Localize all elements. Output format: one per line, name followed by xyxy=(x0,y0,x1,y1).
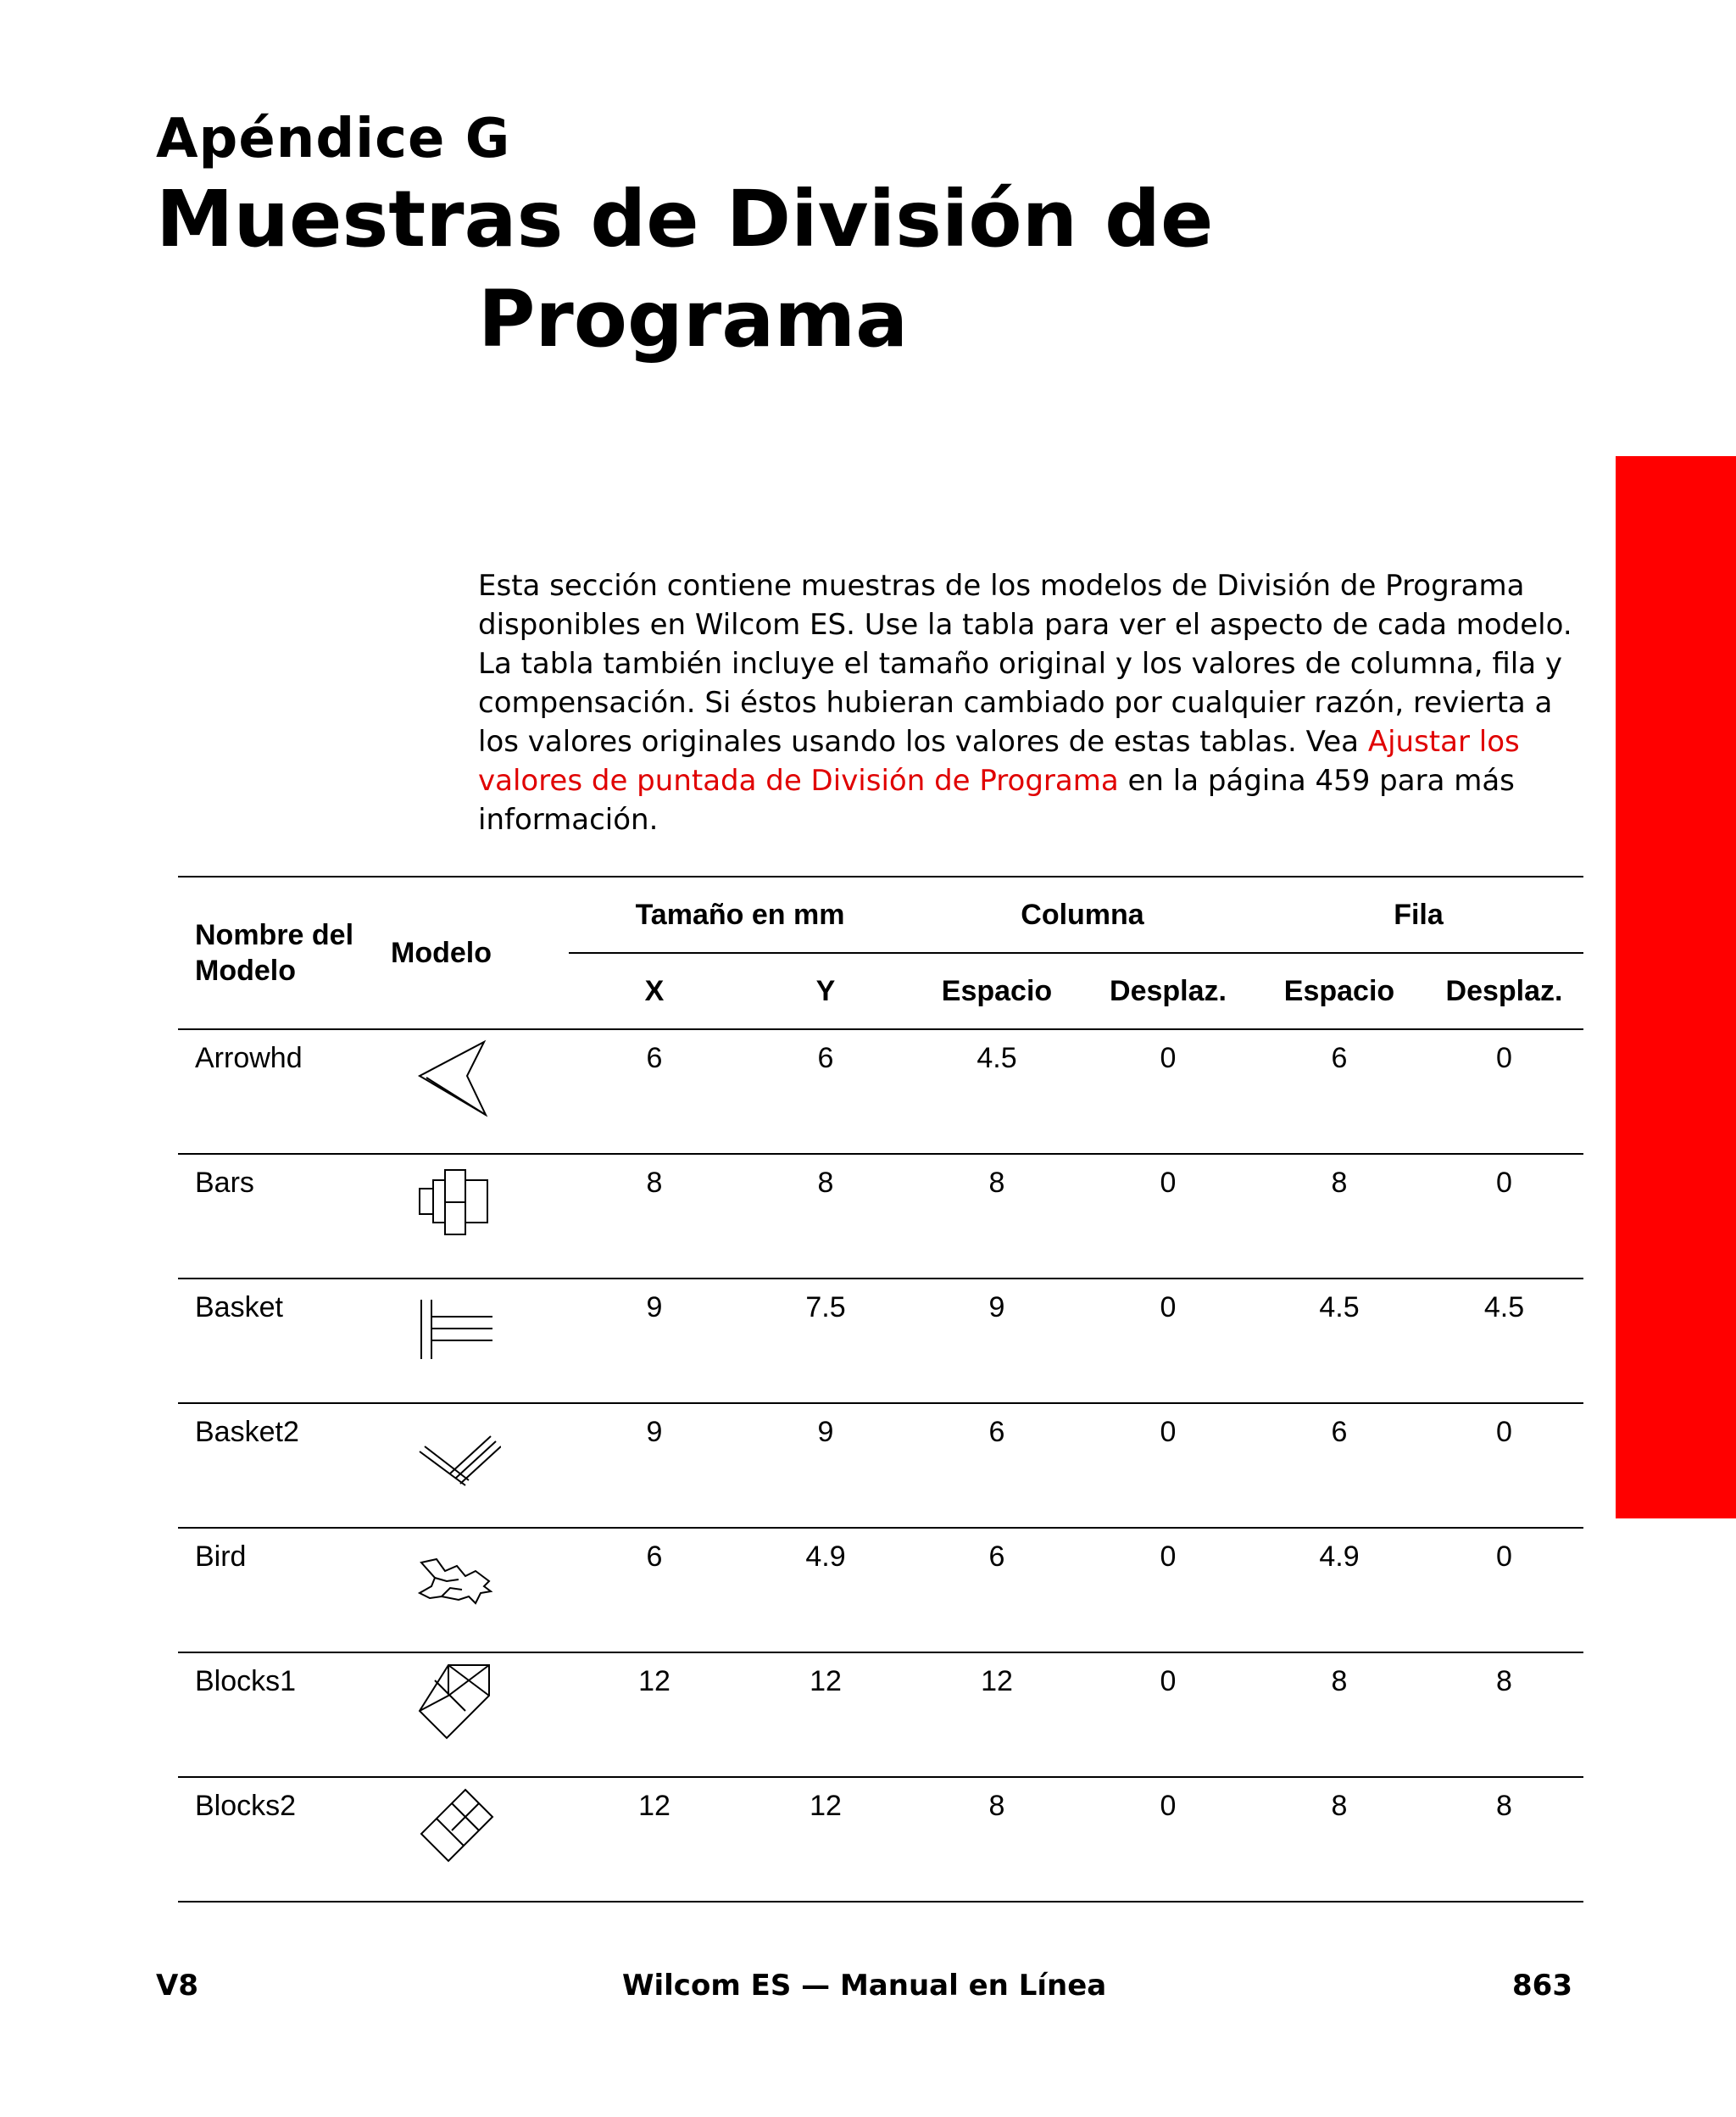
row-space-cell: 4.9 xyxy=(1254,1528,1425,1652)
row-space-cell: 8 xyxy=(1254,1777,1425,1902)
table-row xyxy=(178,1279,1583,1403)
bars-pattern-icon xyxy=(416,1163,501,1245)
footer-page-number: 863 xyxy=(1512,1969,1572,2003)
column-space-cell: 4.5 xyxy=(911,1029,1082,1154)
size-y-cell: 12 xyxy=(740,1652,911,1777)
chapter-tab-marker xyxy=(1616,456,1736,1518)
model-name-cell: Basket xyxy=(178,1279,377,1403)
header-model-name: Nombre del Modelo xyxy=(178,877,377,1029)
row-space-cell: 6 xyxy=(1254,1029,1425,1154)
model-name-cell: Basket2 xyxy=(178,1403,377,1528)
appendix-label: Apéndice G xyxy=(156,108,511,170)
size-y-cell: 7.5 xyxy=(740,1279,911,1403)
table-row xyxy=(178,1029,1583,1154)
bird-pattern-icon xyxy=(416,1537,501,1618)
blocks1-pattern-icon xyxy=(416,1662,501,1743)
basket2-pattern-icon xyxy=(416,1412,501,1494)
column-offset-cell: 0 xyxy=(1082,1777,1254,1902)
footer-manual-title: Wilcom ES — Manual en Línea xyxy=(622,1969,1107,2003)
row-offset-cell: 0 xyxy=(1425,1403,1583,1528)
blocks2-pattern-icon xyxy=(416,1786,501,1868)
header-size-group: Tamaño en mm xyxy=(569,877,911,953)
header-row-space: Espacio xyxy=(1254,953,1425,1029)
column-space-cell: 6 xyxy=(911,1403,1082,1528)
table-header-row-1 xyxy=(178,877,1583,953)
size-x-cell: 9 xyxy=(569,1403,740,1528)
row-space-cell: 6 xyxy=(1254,1403,1425,1528)
model-name-cell: Blocks2 xyxy=(178,1777,377,1902)
page-title-line-1: Muestras de División de xyxy=(156,174,1214,265)
row-offset-cell: 8 xyxy=(1425,1777,1583,1902)
column-space-cell: 9 xyxy=(911,1279,1082,1403)
row-space-cell: 4.5 xyxy=(1254,1279,1425,1403)
cross-reference-link[interactable]: Ajustar los valores de puntada de División de Programa xyxy=(478,725,1520,798)
model-name-cell: Bird xyxy=(178,1528,377,1652)
model-name-cell: Blocks1 xyxy=(178,1652,377,1777)
intro-text-after: en la página 459 para más información. xyxy=(478,764,1515,837)
intro-paragraph xyxy=(478,566,1580,839)
header-column-space: Espacio xyxy=(911,953,1082,1029)
header-row-group: Fila xyxy=(1254,877,1583,953)
table-row xyxy=(178,1403,1583,1528)
size-x-cell: 12 xyxy=(569,1777,740,1902)
row-offset-cell: 0 xyxy=(1425,1528,1583,1652)
size-y-cell: 8 xyxy=(740,1154,911,1279)
size-y-cell: 4.9 xyxy=(740,1528,911,1652)
column-space-cell: 6 xyxy=(911,1528,1082,1652)
row-space-cell: 8 xyxy=(1254,1652,1425,1777)
column-space-cell: 8 xyxy=(911,1154,1082,1279)
table-row xyxy=(178,1777,1583,1902)
column-space-cell: 8 xyxy=(911,1777,1082,1902)
size-y-cell: 12 xyxy=(740,1777,911,1902)
page-title xyxy=(156,170,1258,370)
row-space-cell: 8 xyxy=(1254,1154,1425,1279)
page-title-line-2: Programa xyxy=(478,274,909,365)
column-space-cell: 12 xyxy=(911,1652,1082,1777)
size-x-cell: 6 xyxy=(569,1528,740,1652)
header-column-offset: Desplaz. xyxy=(1082,953,1254,1029)
column-offset-cell: 0 xyxy=(1082,1154,1254,1279)
basket-pattern-icon xyxy=(416,1288,501,1369)
size-x-cell: 9 xyxy=(569,1279,740,1403)
row-offset-cell: 8 xyxy=(1425,1652,1583,1777)
column-offset-cell: 0 xyxy=(1082,1279,1254,1403)
column-offset-cell: 0 xyxy=(1082,1652,1254,1777)
header-y: Y xyxy=(740,953,911,1029)
header-row-offset: Desplaz. xyxy=(1425,953,1583,1029)
row-offset-cell: 4.5 xyxy=(1425,1279,1583,1403)
header-column-group: Columna xyxy=(911,877,1254,953)
size-y-cell: 6 xyxy=(740,1029,911,1154)
column-offset-cell: 0 xyxy=(1082,1029,1254,1154)
header-x: X xyxy=(569,953,740,1029)
table-row xyxy=(178,1154,1583,1279)
table-row xyxy=(178,1652,1583,1777)
table-row xyxy=(178,1528,1583,1652)
size-x-cell: 8 xyxy=(569,1154,740,1279)
header-model: Modelo xyxy=(377,877,569,1029)
column-offset-cell: 0 xyxy=(1082,1403,1254,1528)
size-x-cell: 12 xyxy=(569,1652,740,1777)
program-split-samples-table xyxy=(178,876,1583,1903)
intro-text-before: Esta sección contiene muestras de los modelos de División de Programa disponibles en Wilcom ES. Use la tabla para ver el aspecto de cada modelo. La tabla también incluye el tamaño original y los valores de columna, fila y compensación. Si éstos hubieran cambiado por cualquier razón, revierta a los valores originales usando los valores de estas tablas. Vea xyxy=(478,569,1572,759)
footer-version: V8 xyxy=(156,1969,198,2003)
size-x-cell: 6 xyxy=(569,1029,740,1154)
model-name-cell: Arrowhd xyxy=(178,1029,377,1154)
arrowhead-pattern-icon xyxy=(416,1039,501,1120)
size-y-cell: 9 xyxy=(740,1403,911,1528)
row-offset-cell: 0 xyxy=(1425,1029,1583,1154)
row-offset-cell: 0 xyxy=(1425,1154,1583,1279)
column-offset-cell: 0 xyxy=(1082,1528,1254,1652)
model-name-cell: Bars xyxy=(178,1154,377,1279)
